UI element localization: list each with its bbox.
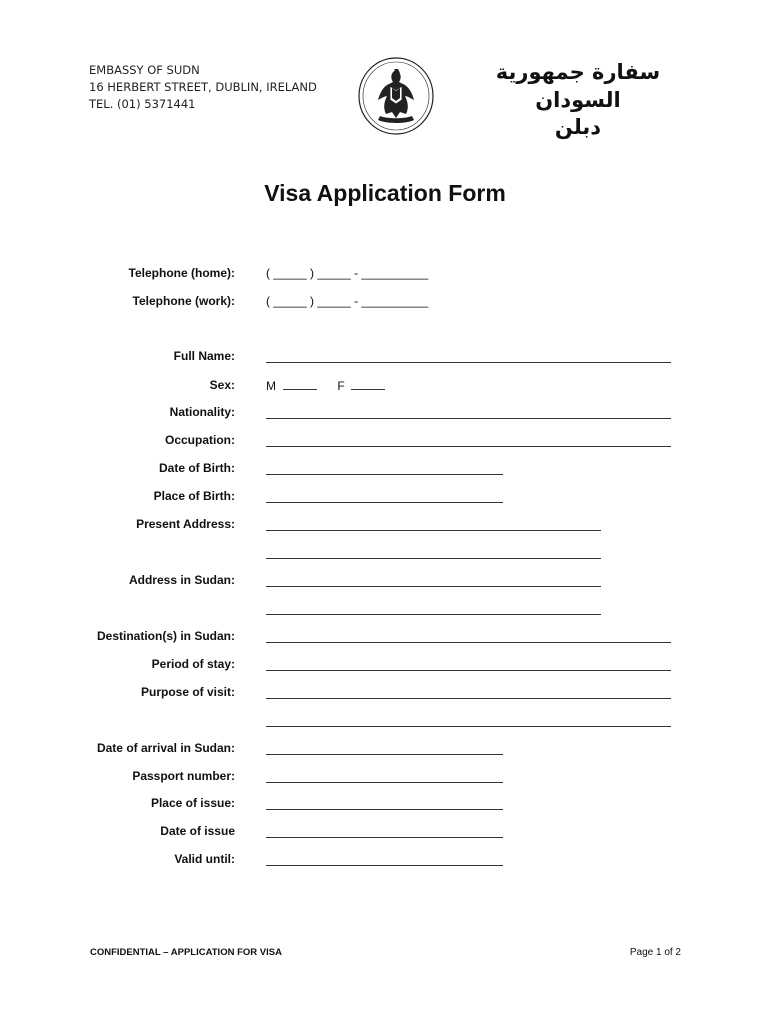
arrival-label: Date of arrival in Sudan: (96, 741, 235, 755)
full-name-label: Full Name: (173, 349, 235, 363)
tel-work-label: Telephone (work): (132, 294, 235, 308)
date-issue-label: Date of issue (160, 824, 235, 838)
destinations-label: Destination(s) in Sudan: (97, 629, 235, 643)
tel-home-field[interactable]: ( _____ ) _____ - __________ (266, 266, 429, 280)
period-label: Period of stay: (151, 657, 235, 671)
valid-until-label: Valid until: (174, 852, 235, 866)
purpose-field-2[interactable] (266, 726, 671, 727)
passport-label: Passport number: (132, 769, 235, 783)
date-issue-field[interactable] (266, 837, 503, 838)
valid-until-field[interactable] (266, 865, 503, 866)
arabic-embassy-name (468, 58, 688, 140)
arabic-line-1: سفارة جمهورية السودان (495, 60, 661, 112)
destinations-field[interactable] (266, 642, 671, 643)
address-line-3: TEL. (01) 5371441 (89, 97, 196, 111)
sex-label: Sex: (209, 378, 235, 392)
nationality-label: Nationality: (169, 405, 235, 419)
place-issue-label: Place of issue: (150, 796, 235, 810)
nationality-field[interactable] (266, 418, 671, 419)
address-sudan-label: Address in Sudan: (128, 573, 235, 587)
present-address-field-2[interactable] (266, 558, 601, 559)
passport-field[interactable] (266, 782, 503, 783)
period-field[interactable] (266, 670, 671, 671)
occupation-field[interactable] (266, 446, 671, 447)
dob-label: Date of Birth: (159, 461, 235, 475)
occupation-label: Occupation: (164, 433, 235, 447)
sudan-emblem-icon (356, 56, 436, 136)
purpose-label: Purpose of visit: (140, 685, 235, 699)
present-address-label: Present Address: (136, 517, 235, 531)
address-sudan-field-1[interactable] (266, 586, 601, 587)
address-line-2: 16 HERBERT STREET, DUBLIN, IRELAND (89, 80, 317, 94)
form-title: Visa Application Form (264, 180, 506, 206)
arrival-field[interactable] (266, 754, 503, 755)
sex-f-label: F (337, 379, 345, 393)
sex-m-blank[interactable] (283, 378, 317, 390)
tel-work-field[interactable]: ( _____ ) _____ - __________ (266, 294, 429, 308)
full-name-field[interactable] (266, 362, 671, 363)
sex-f-blank[interactable] (351, 378, 385, 390)
pob-field[interactable] (266, 502, 503, 503)
footer-confidential: CONFIDENTIAL – APPLICATION FOR VISA (90, 947, 282, 958)
embassy-address (89, 62, 317, 113)
address-line-1: EMBASSY OF SUDN (89, 63, 200, 77)
page-number: Page 1 of 2 (629, 947, 681, 958)
address-sudan-field-2[interactable] (266, 614, 601, 615)
pob-label: Place of Birth: (153, 489, 235, 503)
place-issue-field[interactable] (266, 809, 503, 810)
tel-home-label: Telephone (home): (128, 266, 235, 280)
sex-field[interactable] (266, 378, 385, 393)
sex-m-label: M (266, 379, 276, 393)
present-address-field-1[interactable] (266, 530, 601, 531)
dob-field[interactable] (266, 474, 503, 475)
arabic-line-2: دبلن (554, 115, 602, 139)
purpose-field-1[interactable] (266, 698, 671, 699)
